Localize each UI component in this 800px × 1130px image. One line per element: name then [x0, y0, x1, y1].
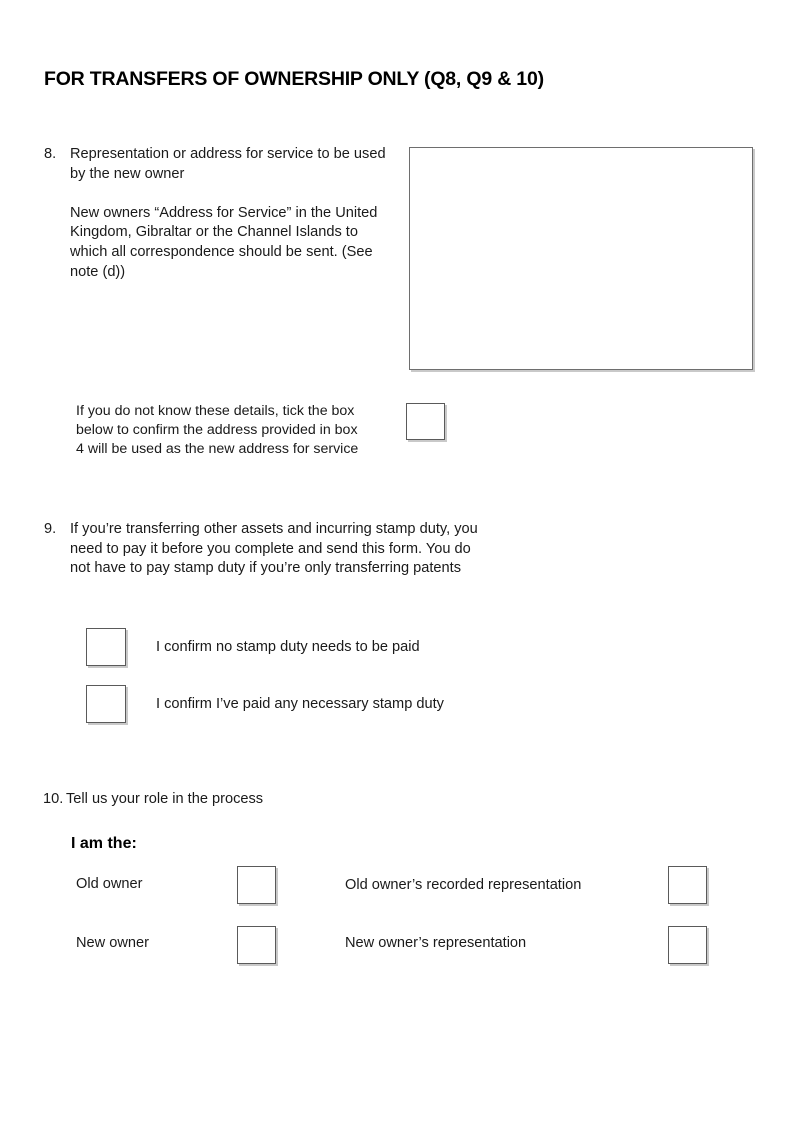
- question-10-text: [66, 790, 386, 810]
- question-8-number: 8.: [44, 146, 57, 162]
- paid-stamp-duty-label: I confirm I’ve paid any necessary stamp duty: [156, 696, 444, 712]
- question-9-paragraph-1: If you’re transferring other assets and incurring stamp duty, you need to pay it before you complete and send this form. You do not have to pay stamp duty if you’re only transferring patents: [70, 521, 478, 577]
- question-10-number: 10.: [43, 791, 64, 807]
- role-checkbox-new-owner[interactable]: [237, 926, 276, 964]
- role-checkbox-new-owners-representation[interactable]: [668, 926, 707, 964]
- no-stamp-duty-label: I confirm no stamp duty needs to be paid: [156, 639, 420, 655]
- role-section-heading: I am the:: [71, 835, 137, 852]
- page-title: FOR TRANSFERS OF OWNERSHIP ONLY (Q8, Q9 & 10): [44, 68, 544, 90]
- question-8-paragraph-1: Representation or address for service to be used by the new owner: [70, 146, 386, 182]
- no-stamp-duty-checkbox[interactable]: [86, 628, 126, 666]
- question-8-paragraph-2: New owners “Address for Service” in the United Kingdom, Gibraltar or the Channel Islands to which all correspondence should be sent. (See note (d)): [70, 204, 378, 280]
- role-label-new-owner: New owner: [76, 935, 149, 951]
- question-10-paragraph-1: Tell us your role in the process: [66, 791, 264, 807]
- question-8-text: [70, 145, 390, 282]
- role-label-new-owners-representation: New owner’s representation: [345, 935, 527, 951]
- question-9-number: 9.: [44, 521, 57, 537]
- confirm-box-4-address-checkbox[interactable]: [406, 403, 445, 440]
- role-label-old-owner: Old owner: [76, 876, 143, 892]
- address-for-service-input[interactable]: [409, 147, 753, 370]
- role-label-old-owners-recorded-representation: Old owner’s recorded representation: [345, 877, 582, 893]
- question-9-text: [70, 520, 480, 579]
- role-checkbox-old-owner[interactable]: [237, 866, 276, 904]
- question-8-tick-note: If you do not know these details, tick the box below to confirm the address provided in box 4 will be used as the new address for service: [76, 403, 359, 458]
- role-checkbox-old-owners-recorded-representation[interactable]: [668, 866, 707, 904]
- paid-stamp-duty-checkbox[interactable]: [86, 685, 126, 723]
